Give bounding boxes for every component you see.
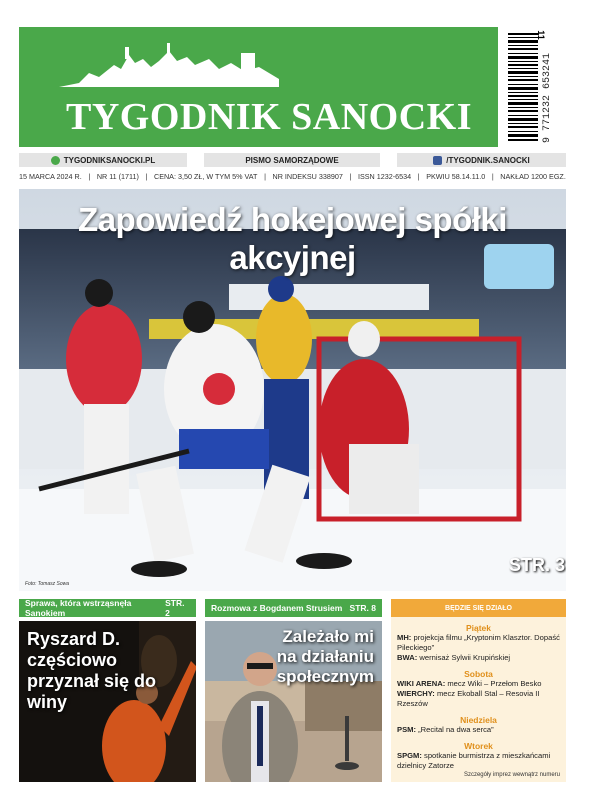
event-day: Niedziela <box>460 715 497 725</box>
facebook-link[interactable] <box>397 153 566 167</box>
event-entry <box>391 653 566 663</box>
story-page-reference: STR. 8 <box>349 603 376 613</box>
issue-date: 15 MARCA 2024 R. <box>19 172 82 181</box>
meta-separator: | <box>349 172 352 181</box>
story-ryszard[interactable] <box>19 599 196 782</box>
meta-separator: | <box>491 172 494 181</box>
event-day: Sobota <box>464 669 493 679</box>
story-title <box>277 627 374 687</box>
links-row <box>19 153 566 167</box>
issue-number: 11 <box>535 30 546 40</box>
event-entry <box>391 679 566 689</box>
event-place: SPGM: <box>397 751 422 760</box>
story-page-reference: STR. 2 <box>165 598 185 618</box>
event-day: Wtorek <box>464 741 493 751</box>
events-footer: Szczegóły imprez wewnątrz numeru <box>463 772 560 778</box>
events-box <box>391 599 566 782</box>
event-text: mecz Wiki – Przełom Besko <box>447 679 542 688</box>
barcode-digits: 9 771232 653241 <box>542 52 553 143</box>
event-entry <box>391 751 566 771</box>
story-photo <box>19 621 196 782</box>
town-skyline-logo <box>59 43 279 91</box>
issue-meta-row <box>19 172 566 183</box>
event-entry <box>391 689 566 709</box>
price: CENA: 3,50 ZŁ, W TYM 5% VAT <box>154 172 258 181</box>
story-title-line: Zależało mi <box>282 627 374 646</box>
event-entry <box>391 725 566 735</box>
event-text: mecz Ekoball Stal – Resovia II Rzeszów <box>397 689 540 708</box>
meta-separator: | <box>264 172 266 181</box>
category-label: PISMO SAMORZĄDOWE <box>245 155 339 165</box>
event-place: BWA: <box>397 653 418 662</box>
event-text: „Recital na dwa serca” <box>418 725 494 734</box>
event-place: MH: <box>397 633 412 642</box>
website-link[interactable] <box>19 153 187 167</box>
event-place: PSM: <box>397 725 416 734</box>
event-place: WIKI ARENA: <box>397 679 446 688</box>
event-text: projekcja filmu „Kryptonim Klasztor. Dopaść Pileckiego” <box>397 633 560 652</box>
event-entry <box>391 633 566 653</box>
pkwiu: PKWIU 58.14.11.0 <box>426 172 486 181</box>
story-section-label: Rozmowa z Bogdanem Strusiem <box>211 603 343 613</box>
events-header: BĘDZIE SIĘ DZIAŁO <box>445 604 512 612</box>
story-title-line: przyznał się do winy <box>27 671 157 712</box>
event-text: wernisaż Sylwii Krupińskiej <box>419 653 511 662</box>
barcode <box>504 27 566 147</box>
barcode-bars <box>508 33 538 141</box>
facebook-label: /TYGODNIK.SANOCKI <box>446 155 530 165</box>
masthead <box>19 27 498 147</box>
meta-separator: | <box>88 172 91 181</box>
globe-icon <box>51 156 60 165</box>
story-photo <box>205 621 382 782</box>
story-title-line: Ryszard D. częściowo <box>27 629 121 670</box>
cover-photo[interactable] <box>19 189 566 591</box>
masthead-title: TYGODNIK SANOCKI <box>66 96 472 138</box>
story-title-line: społecznym <box>276 667 374 686</box>
story-interview-strus[interactable] <box>205 599 382 782</box>
event-place: WIERCHY: <box>397 689 435 698</box>
event-day: Piątek <box>465 623 492 633</box>
story-title <box>27 629 196 713</box>
facebook-icon <box>433 156 442 165</box>
meta-separator: | <box>145 172 148 181</box>
issue-number-text: NR 11 (1711) <box>96 172 139 181</box>
cover-headline: Zapowiedź hokejowej spółki akcyjnej <box>78 201 507 276</box>
circulation: NAKŁAD 1200 EGZ. <box>500 172 566 181</box>
meta-separator: | <box>417 172 420 181</box>
photo-credit: Foto: Tomasz Sowa <box>25 581 70 587</box>
story-section-label: Sprawa, która wstrząsnęła Sanokiem <box>25 598 132 618</box>
event-text: spotkanie burmistrza z mieszkańcami dzielnicy Zatorze <box>397 751 551 770</box>
cover-page-reference: STR. 3 <box>509 555 566 575</box>
category-label-cell <box>204 153 380 167</box>
website-label: TYGODNIKSANOCKI.PL <box>63 155 156 165</box>
story-title-line: na działaniu <box>276 647 374 666</box>
index-number: NR INDEKSU 338907 <box>272 172 343 181</box>
story-section-bar <box>205 599 382 617</box>
issn: ISSN 1232-6534 <box>357 172 412 181</box>
story-section-bar <box>19 599 196 617</box>
